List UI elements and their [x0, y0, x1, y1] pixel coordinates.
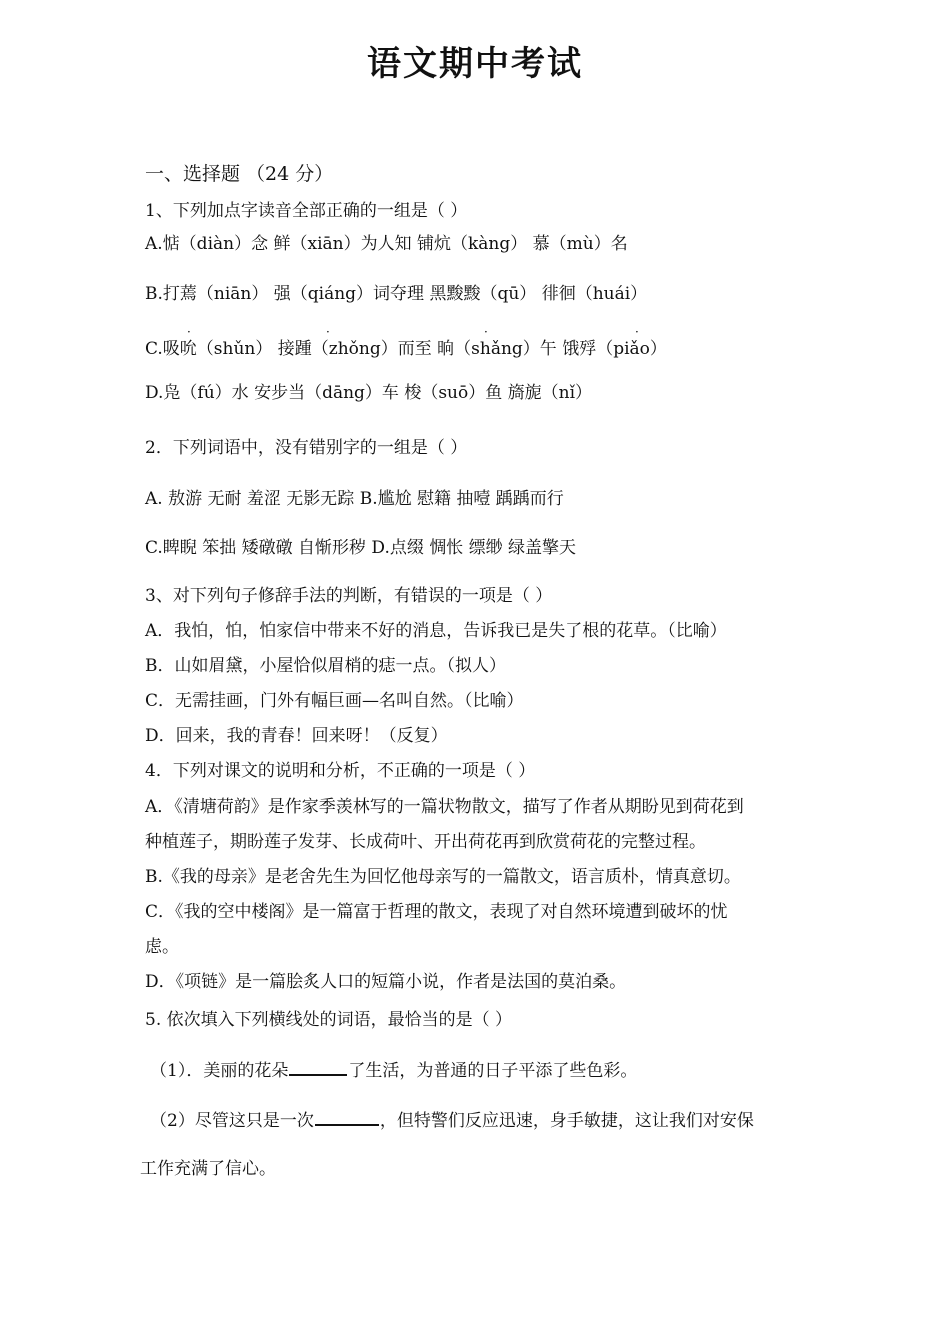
q5-sentence-1 — [150, 1058, 637, 1083]
q3-stem: 3、对下列句子修辞手法的判断，有错误的一项是（ ） — [145, 586, 553, 606]
q2-options-ab: A. 敖游 无耐 羞涩 无影无踪 B.尴尬 慰籍 抽噎 踽踽而行 — [145, 489, 564, 509]
q5-s2-prefix: （2）尽管这只是一次 — [150, 1111, 314, 1131]
q3-option-c: C．无需挂画，门外有幅巨画—名叫自然。（比喻） — [145, 691, 524, 711]
q3-option-d: D．回来，我的青春！回来呀！（反复） — [145, 726, 448, 746]
emphasis-dot: · — [635, 325, 639, 339]
q4-option-c: C．《我的空中楼阁》是一篇富于哲理的散文，表现了对自然环境遭到破坏的忧 — [145, 902, 728, 922]
answer-blank-2[interactable] — [315, 1108, 379, 1126]
q3-option-a: A．我怕，怕，怕家信中带来不好的消息，告诉我已是失了根的花草。（比喻） — [145, 621, 727, 641]
answer-blank-1[interactable] — [289, 1058, 347, 1076]
q4-option-b: B.《我的母亲》是老舍先生为回忆他母亲写的一篇散文，语言质朴，情真意切。 — [145, 867, 741, 887]
exam-title: 语文期中考试 — [367, 44, 583, 84]
q3-option-b: B．山如眉黛，小屋恰似眉梢的痣一点。（拟人） — [145, 656, 506, 676]
q5-s1-suffix: 了生活，为普通的日子平添了些色彩。 — [348, 1061, 638, 1081]
q1-option-c: C.吸吮（shǔn） 接踵（zhǒng）而至 晌（shǎng）午 饿殍（piǎo） — [145, 339, 667, 359]
q1-stem: 1、下列加点字读音全部正确的一组是（ ） — [145, 201, 468, 221]
q1-option-d: D.凫（fú）水 安步当（dāng）车 梭（suō）鱼 旖旎（nǐ） — [145, 383, 593, 403]
emphasis-dot: · — [484, 325, 488, 339]
q5-sentence-2 — [150, 1108, 754, 1133]
q5-stem: 5. 依次填入下列横线处的词语，最恰当的是（ ） — [145, 1010, 513, 1030]
q4-option-a-cont: 种植莲子，期盼莲子发芽、长成荷叶、开出荷花再到欣赏荷花的完整过程。 — [145, 832, 706, 852]
q4-stem: 4．下列对课文的说明和分析，不正确的一项是（ ） — [145, 761, 536, 781]
q2-options-cd: C.睥睨 笨拙 矮礅礅 自惭形秽 D.点缀 惆怅 缥缈 绿盖擎天 — [145, 538, 577, 558]
emphasis-dot: · — [326, 325, 330, 339]
q5-sentence-2-cont: 工作充满了信心。 — [140, 1159, 276, 1179]
q4-option-a: A．《清塘荷韵》是作家季羡林写的一篇状物散文，描写了作者从期盼见到荷花到 — [145, 797, 744, 817]
q1-option-a: A.惦（diàn）念 鲜（xiān）为人知 铺炕（kàng） 慕（mù）名 — [145, 234, 628, 254]
q5-s2-suffix: ，但特警们反应迅速，身手敏捷，这让我们对安保 — [379, 1111, 754, 1131]
q4-option-c-cont: 虑。 — [145, 937, 179, 957]
q2-stem: 2．下列词语中，没有错别字的一组是（ ） — [145, 438, 468, 458]
emphasis-dot: · — [187, 325, 191, 339]
section-heading: 一、选择题 （24 分） — [145, 163, 334, 185]
q5-s1-prefix: （1）．美丽的花朵 — [150, 1061, 289, 1081]
q1-option-b: B.打蔫（niān） 强（qiáng）词夺理 黑黢黢（qū） 徘徊（huái） — [145, 284, 648, 304]
q4-option-d: D．《项链》是一篇脍炙人口的短篇小说，作者是法国的莫泊桑。 — [145, 972, 627, 992]
